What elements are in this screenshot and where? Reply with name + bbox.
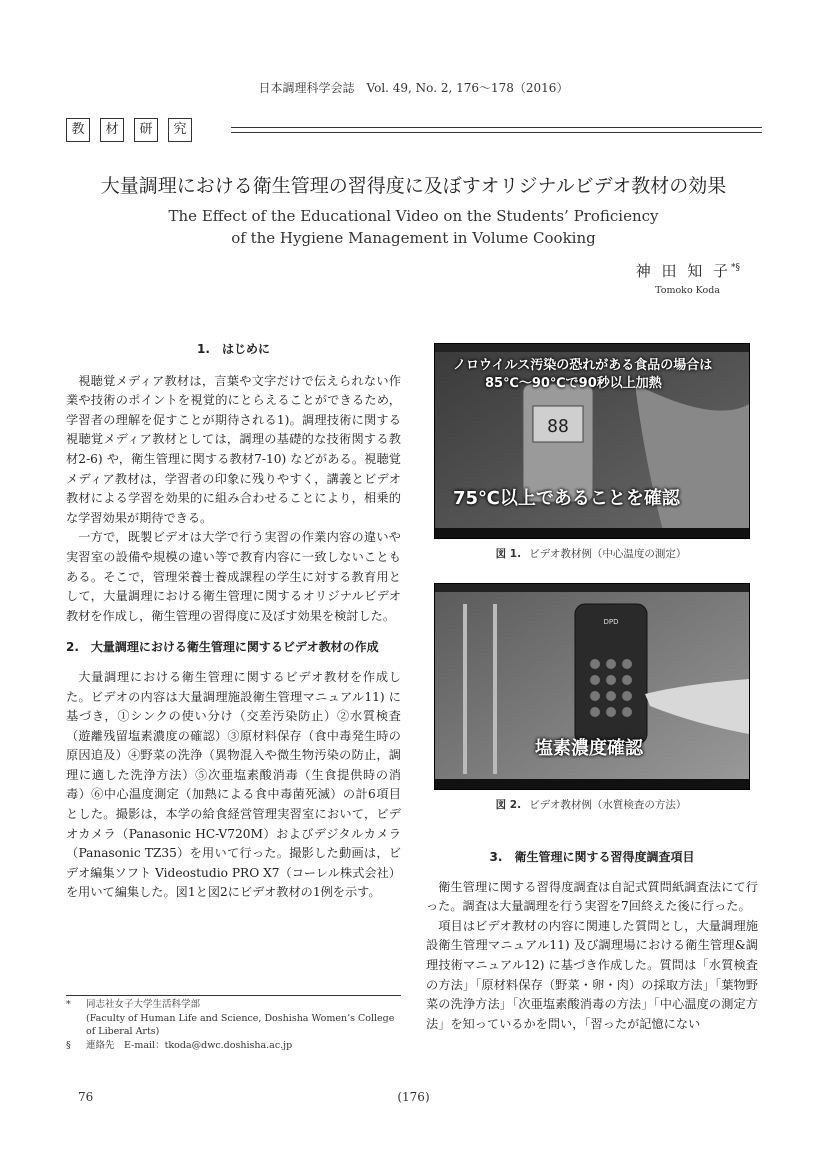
right-column <box>426 848 758 1034</box>
section3-paragraph: 衛生管理に関する習得度調査は自記式質問紙調査法にて行った。調査は大量調理を行う実習を7回終えた後に行った。 <box>426 879 758 914</box>
svg-text:DPD: DPD <box>603 618 619 626</box>
section-label-char: 研 <box>134 118 158 142</box>
figure-1-image <box>434 343 750 539</box>
left-column <box>66 340 401 903</box>
figure-1-caption-num: 図 1. <box>495 548 522 560</box>
figure-2-caption-text: ビデオ教材例（水質検査の方法） <box>529 799 687 811</box>
footnote <box>66 1039 401 1053</box>
title-japanese: 大量調理における衛生管理の習得度に及ぼすオリジナルビデオ教材の効果 <box>100 175 727 197</box>
section2-heading: 2. 大量調理における衛生管理に関するビデオ教材の作成 <box>66 640 379 655</box>
section-label-char: 教 <box>66 118 90 142</box>
author-name-english: Tomoko Koda <box>655 285 720 296</box>
section-label-char: 究 <box>168 118 192 142</box>
figure-1-caption <box>434 546 748 561</box>
section3-heading: 3. 衛生管理に関する習得度調査項目 <box>489 850 695 864</box>
journal-header: 日本調理科学会誌 Vol. 49, No. 2, 176～178（2016） <box>258 81 569 95</box>
footnote-affiliation-english: (Faculty of Human Life and Science, Doshisha Women’s College of Liberal Arts) <box>86 1012 395 1037</box>
figure-2-overlay-bottom: 塩素濃度確認 <box>535 738 643 759</box>
section-label <box>66 118 192 142</box>
author-marks: *§ <box>731 263 740 273</box>
section-label-char: 材 <box>100 118 124 142</box>
figure-2-caption-num: 図 2. <box>495 799 522 811</box>
author-name-text: 神 田 知 子 <box>635 262 731 280</box>
figure-1-caption-text: ビデオ教材例（中心温度の測定） <box>529 548 687 560</box>
footnote-rule <box>66 995 401 996</box>
section1-paragraph: 一方で，既製ビデオは大学で行う実習の作業内容の違いや実習室の設備や規模の違い等で教育内容に一致しないこともある。そこで，管理栄養士養成課程の学生に対する教育用として，大量調理における衛生管理に関するオリジナルビデオ教材を作成し，衛生管理の習得度に及ぼす効果を検討した。 <box>66 530 401 623</box>
page-number-center: (176) <box>397 1090 430 1104</box>
section2-paragraph: 大量調理における衛生管理に関するビデオ教材を作成した。ビデオの内容は大量調理施設衛生管理マニュアル11) に基づき，①シンクの使い分け（交差汚染防止）②水質検査（遊離残留塩素濃度の確認）③原材料保存（食中毒発生時の原因追及）④野菜の洗浄（異物混入や微生物汚染の防止，調理に適した洗浄方法）⑤次亜塩素酸消毒（生食提供時の消毒）⑥中心温度測定（加熱による食中毒菌死滅）の計6項目とした。撮影は，本学の給食経営管理実習室において，ビデオカメラ（Panasonic HC-V720M）およびデジタルカメラ（Panasonic TZ35）を用いて行った。撮影した動画は，ビデオ編集ソフト Videostudio PRO X7（コーレル株式会社）を用いて編集した。図1と図2にビデオ教材の1例を示す。 <box>66 669 401 900</box>
header-rule <box>231 132 762 133</box>
footnote-affiliation: 同志社女子大学生活科学部 <box>86 999 201 1010</box>
footnote-mark: * <box>66 999 71 1010</box>
footnote <box>66 998 401 1039</box>
section1-heading: 1. はじめに <box>197 342 270 356</box>
section1-paragraph: 視聴覚メディア教材は，言葉や文字だけで伝えられない作業や技術のポイントを視覚的にとらえることができるため，学習者の理解を促すことが期待される1)。調理技術に関する視聴覚メディア教材としては，調理の基礎的な技術関する教材2-6) や，衛生管理に関する教材7-10) などがある。視聴覚メディア教材は，学習者の印象に残りやすく，講義とビデオ教材による学習を効果的に組み合わせることにより，相乗的な学習効果が期待できる。 <box>66 373 401 525</box>
title-english-line1: The Effect of the Educational Video on the Students’ Proficiency <box>168 207 659 225</box>
figure-2-image <box>434 583 750 790</box>
author-name <box>600 260 740 281</box>
figure-1-overlay-top-2: 85℃～90℃で90秒以上加熱 <box>485 376 662 391</box>
figure-1-overlay-top: ノロウイルス汚染の恐れがある食品の場合は <box>453 358 713 373</box>
title-english <box>0 205 827 249</box>
footnote-contact: 連絡先 E-mail：tkoda@dwc.doshisha.ac.jp <box>86 1039 293 1051</box>
figure-2-caption <box>434 797 748 812</box>
header-rule <box>231 127 762 128</box>
footnote-mark: § <box>66 1039 71 1051</box>
footnotes <box>66 998 401 1052</box>
section3-paragraph: 項目はビデオ教材の内容に関連した質問とし，大量調理施設衛生管理マニュアル11) 及び調理場における衛生管理&調理技術マニュアル12) に基づき作成した。質問は「水質検査の方法」「原材料保存（野菜・卵・肉）の採取方法」「葉物野菜の洗浄方法」「次亜塩素酸消毒の方法」「中心温度の測定方法」を知っているかを問い，「習ったが記憶にない <box>426 918 758 1031</box>
figure-1-overlay-bottom: 75℃以上であることを確認 <box>453 488 680 509</box>
page-number-left: 76 <box>78 1090 94 1104</box>
title-english-line2: of the Hygiene Management in Volume Cooking <box>231 229 596 247</box>
display-reading: 88 <box>547 416 569 437</box>
